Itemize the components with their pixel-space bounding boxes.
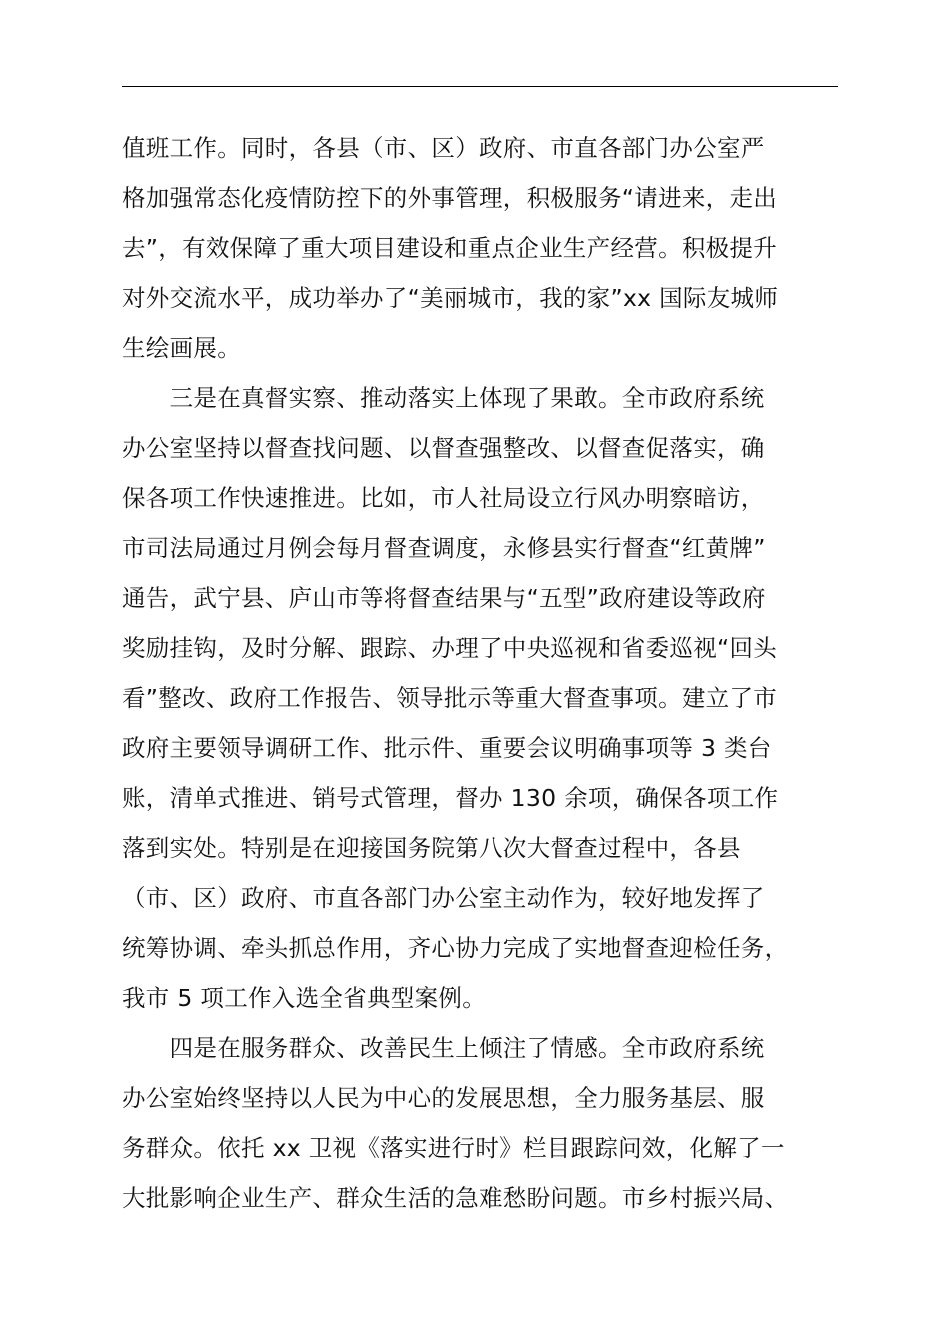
text-line: 格加强常态化疫情防控下的外事管理，积极服务“请进来，走出 — [122, 184, 778, 212]
text-line: 市司法局通过月例会每月督查调度，永修县实行督查“红黄牌” — [122, 534, 766, 562]
text-line: 落到实处。特别是在迎接国务院第八次大督查过程中，各县 — [122, 834, 741, 862]
text-line: 账，清单式推进、销号式管理，督办 130 余项，确保各项工作 — [122, 784, 779, 812]
text-line: 我市 5 项工作入选全省典型案例。 — [122, 984, 486, 1012]
paragraph-start-line: 三是在真督实察、推动落实上体现了果敢。全市政府系统 — [122, 384, 765, 412]
paragraph-start-line: 四是在服务群众、改善民生上倾注了情感。全市政府系统 — [122, 1034, 765, 1062]
body-text — [122, 123, 872, 1223]
text-line: 奖励挂钩，及时分解、跟踪、办理了中央巡视和省委巡视“回头 — [122, 634, 778, 662]
header-rule — [122, 86, 838, 87]
text-line: 值班工作。同时，各县（市、区）政府、市直各部门办公室严 — [122, 134, 765, 162]
text-line: 大批影响企业生产、群众生活的急难愁盼问题。市乡村振兴局、 — [122, 1184, 789, 1212]
text-line: 看”整改、政府工作报告、领导批示等重大督查事项。建立了市 — [122, 684, 778, 712]
text-line: 生绘画展。 — [122, 334, 241, 362]
text-line: 通告，武宁县、庐山市等将督查结果与“五型”政府建设等政府 — [122, 584, 766, 612]
text-line: 保各项工作快速推进。比如，市人社局设立行风办明察暗访， — [122, 484, 765, 512]
text-line: 统筹协调、牵头抓总作用，齐心协力完成了实地督查迎检任务， — [122, 934, 789, 962]
text-line: 去”，有效保障了重大项目建设和重点企业生产经营。积极提升 — [122, 234, 778, 262]
text-line: 对外交流水平，成功举办了“美丽城市，我的家”xx 国际友城师 — [122, 284, 779, 312]
text-line: 政府主要领导调研工作、批示件、重要会议明确事项等 3 类台 — [122, 734, 772, 762]
text-line: （市、区）政府、市直各部门办公室主动作为，较好地发挥了 — [122, 884, 765, 912]
text-line: 务群众。依托 xx 卫视《落实进行时》栏目跟踪问效，化解了一 — [122, 1134, 785, 1162]
text-line: 办公室始终坚持以人民为中心的发展思想，全力服务基层、服 — [122, 1084, 765, 1112]
text-line: 办公室坚持以督查找问题、以督查强整改、以督查促落实，确 — [122, 434, 765, 462]
